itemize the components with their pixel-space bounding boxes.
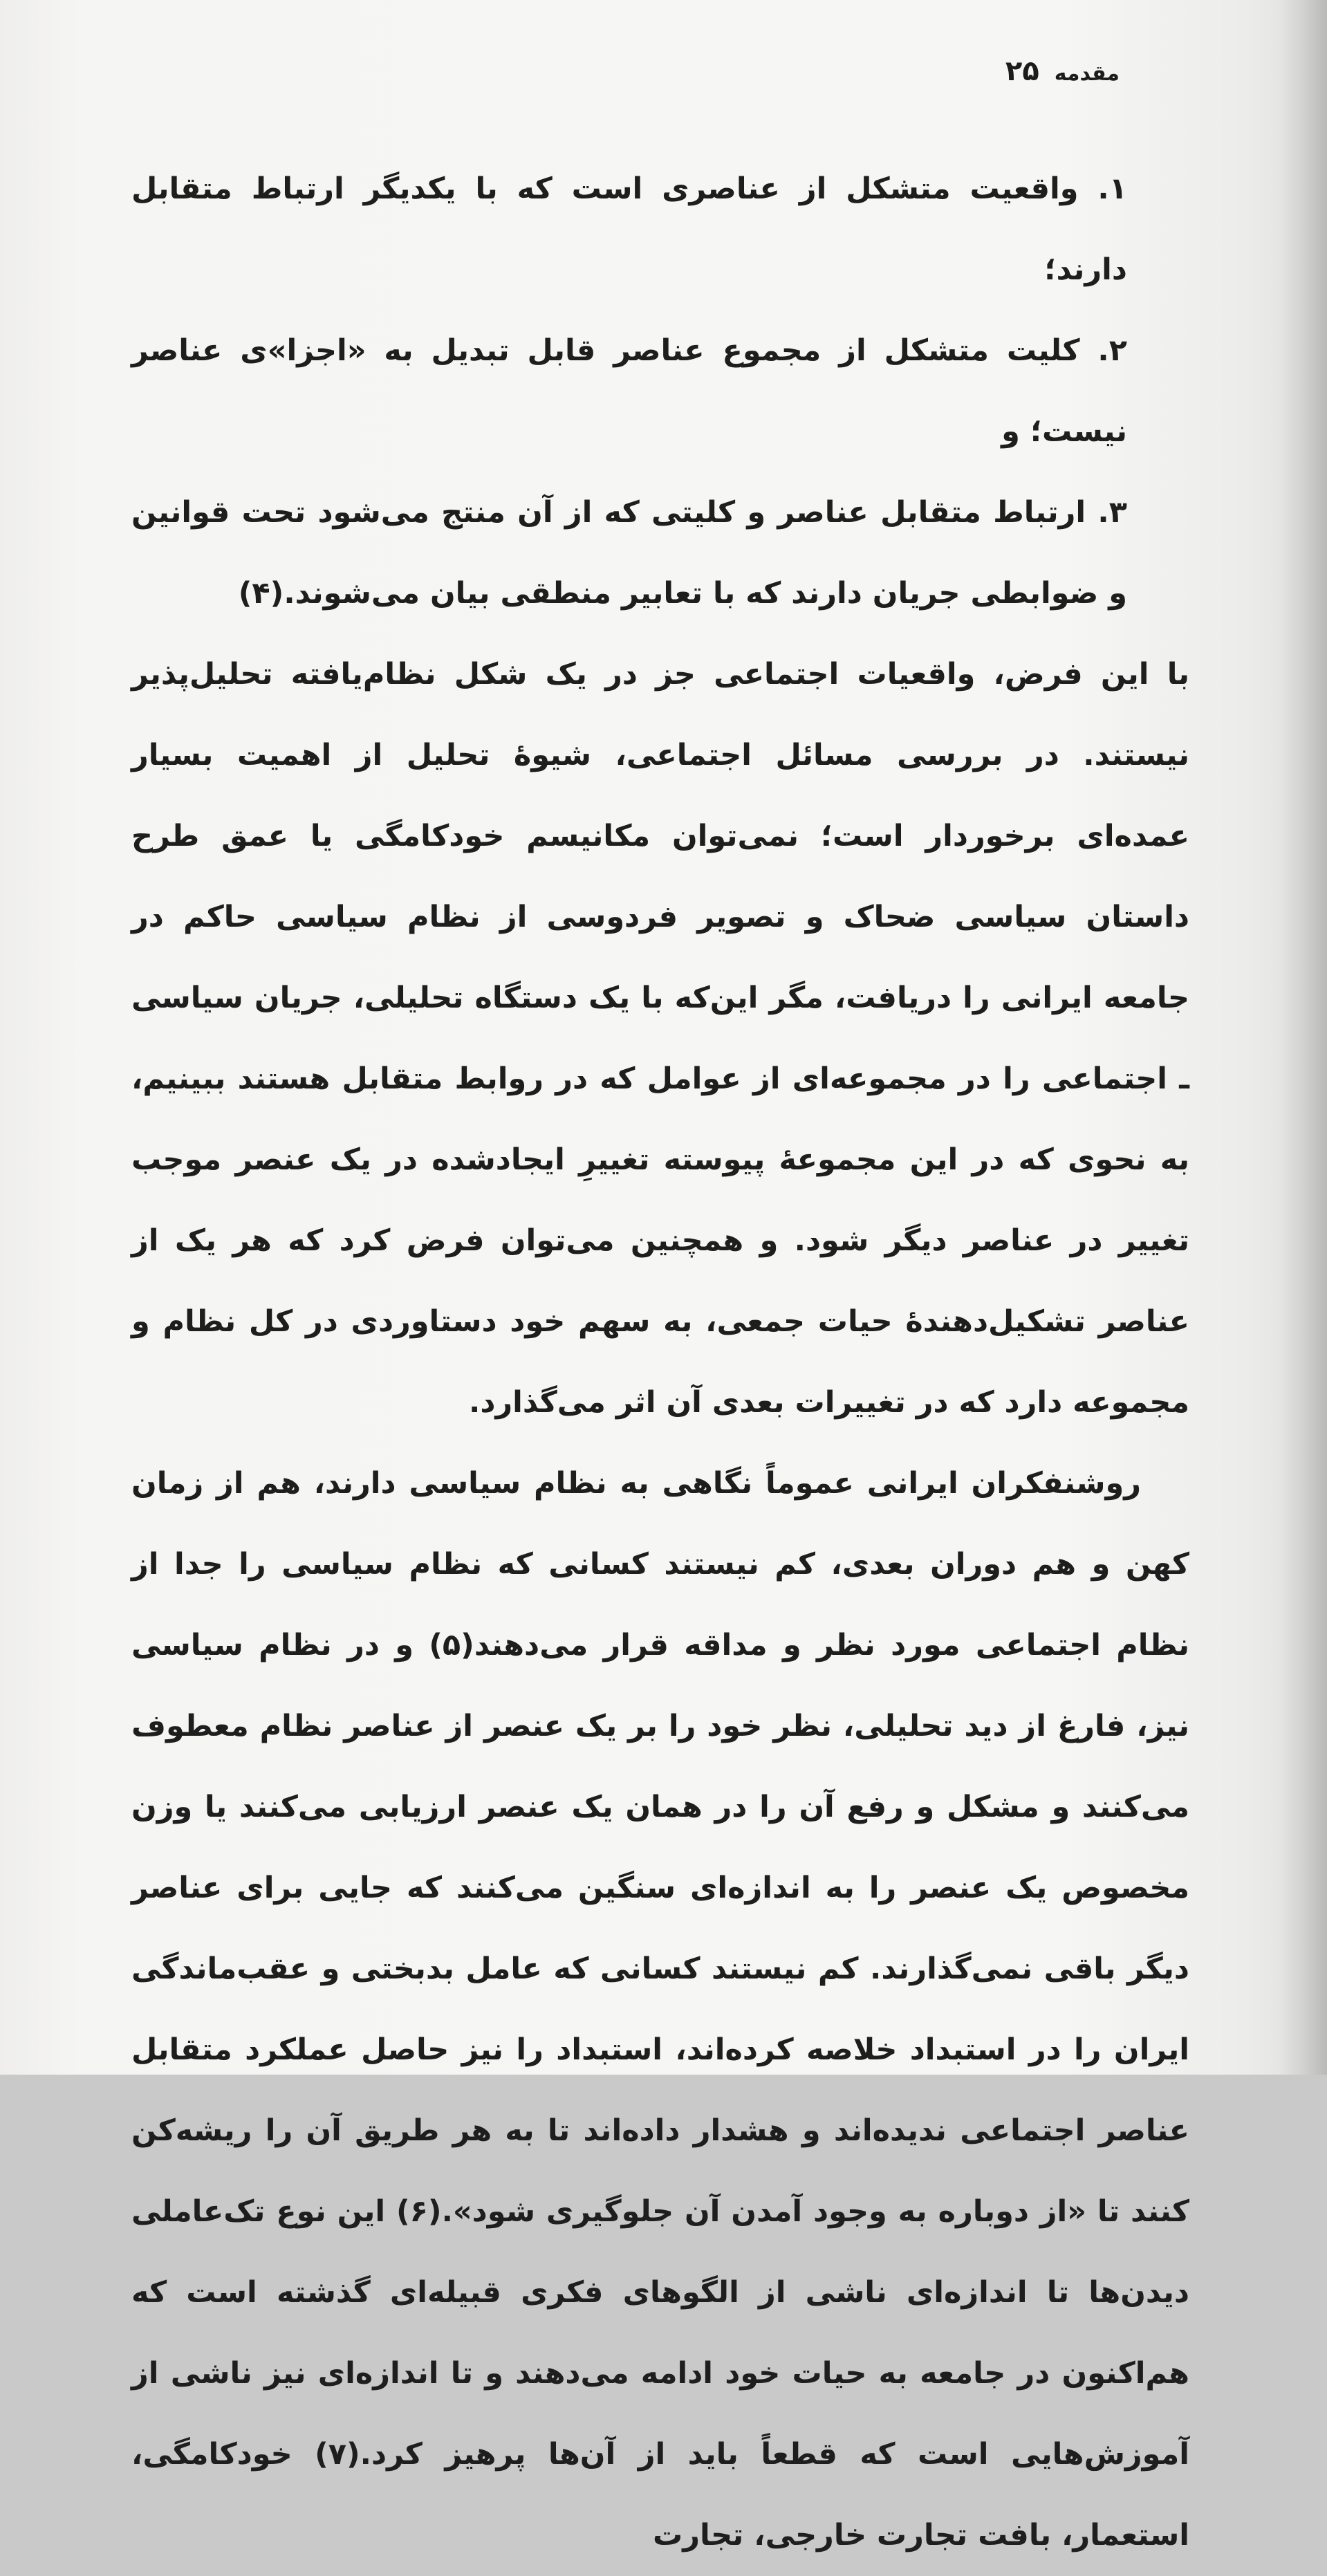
page-edge-shadow bbox=[1279, 0, 1327, 2075]
paragraph: روشنفکران ایرانی عموماً نگاهی به نظام سیاسی دارند، هم از زمان کهن و هم دوران بعدی، کم نیستند کسانی که نظام سیاسی را جدا از نظام اجتماعی مورد نظر و مداقه قرار می‌دهند(۵) و در نظام سیاسی نیز، فارغ از دید تحلیلی، نظر خود را بر یک عنصر از عناصر نظام معطوف می‌کنند و مشکل و رفع آن را در همان یک عنصر ارزیابی می‌کنند یا وزن مخصوص یک عنصر را به اندازه‌ای سنگین می‌کنند که جایی برای عناصر دیگر باقی نمی‌گذارند. کم نیستند کسانی که عامل بدبختی و عقب‌ماندگی ایران را در استبداد خلاصه کرده‌اند، استبداد را نیز حاصل عملکرد متقابل عناصر اجتماعی ندیده‌اند و هشدار داده‌اند تا به هر طریق آن را ریشه‌کن کنند تا «از دوباره به وجود آمدن آن جلوگیری شود».(۶) این نوع تک‌عاملی دیدن‌ها تا اندازه‌ای ناشی از الگوهای فکری قبیله‌ای گذشته است که هم‌اکنون در جامعه به حیات خود ادامه می‌دهند و تا اندازه‌ای نیز ناشی از آموزش‌هایی است که قطعاً باید از آن‌ها پرهیز کرد.(۷) خودکامگی، استعمار، بافت تجارت خارجی، تجارت bbox=[131, 1466, 1190, 2552]
list-item: ۲. کلیت متشکل از مجموع عناصر قابل تبدیل به «اجزا»ی عناصر نیست؛ و bbox=[131, 333, 1127, 449]
section-title: مقدمه bbox=[1054, 62, 1120, 86]
list-item: ۱. واقعیت متشکل از عناصری است که با یکدیگر ارتباط متقابل دارند؛ bbox=[131, 172, 1127, 287]
page-number: ۲۵ bbox=[1005, 55, 1039, 87]
page-body bbox=[131, 149, 1189, 2576]
paragraph: با این فرض، واقعیات اجتماعی جز در یک شکل نظام‌یافته تحلیل‌پذیر نیستند. در بررسی مسائل اجتماعی، شیوهٔ تحلیل از اهمیت بسیار عمده‌ای برخوردار است؛ نمی‌توان مکانیسم خودکامگی یا عمق طرح داستان سیاسی ضحاک و تصویر فردوسی از نظام سیاسی حاکم در جامعه ایرانی را دریافت، مگر این‌که با یک دستگاه تحلیلی، جریان سیاسی ـ اجتماعی را در مجموعه‌ای از عوامل که در روابط متقابل هستند ببینیم، به نحوی که در این مجموعهٔ پیوسته تغییرِ ایجادشده در یک عنصر موجب تغییر در عناصر دیگر شود. و همچنین می‌توان فرض کرد که هر یک از عناصر تشکیل‌دهندهٔ حیات جمعی، به سهم خود دستاوردی در کل نظام و مجموعه دارد که در تغییرات بعدی آن اثر می‌گذارد. bbox=[131, 657, 1189, 1420]
list-item: ۳. ارتباط متقابل عناصر و کلیتی که از آن منتج می‌شود تحت قوانین و ضوابطی جریان دارند که با تعابیر منطقی بیان می‌شوند.(۴) bbox=[131, 495, 1127, 611]
running-header bbox=[1005, 55, 1120, 87]
